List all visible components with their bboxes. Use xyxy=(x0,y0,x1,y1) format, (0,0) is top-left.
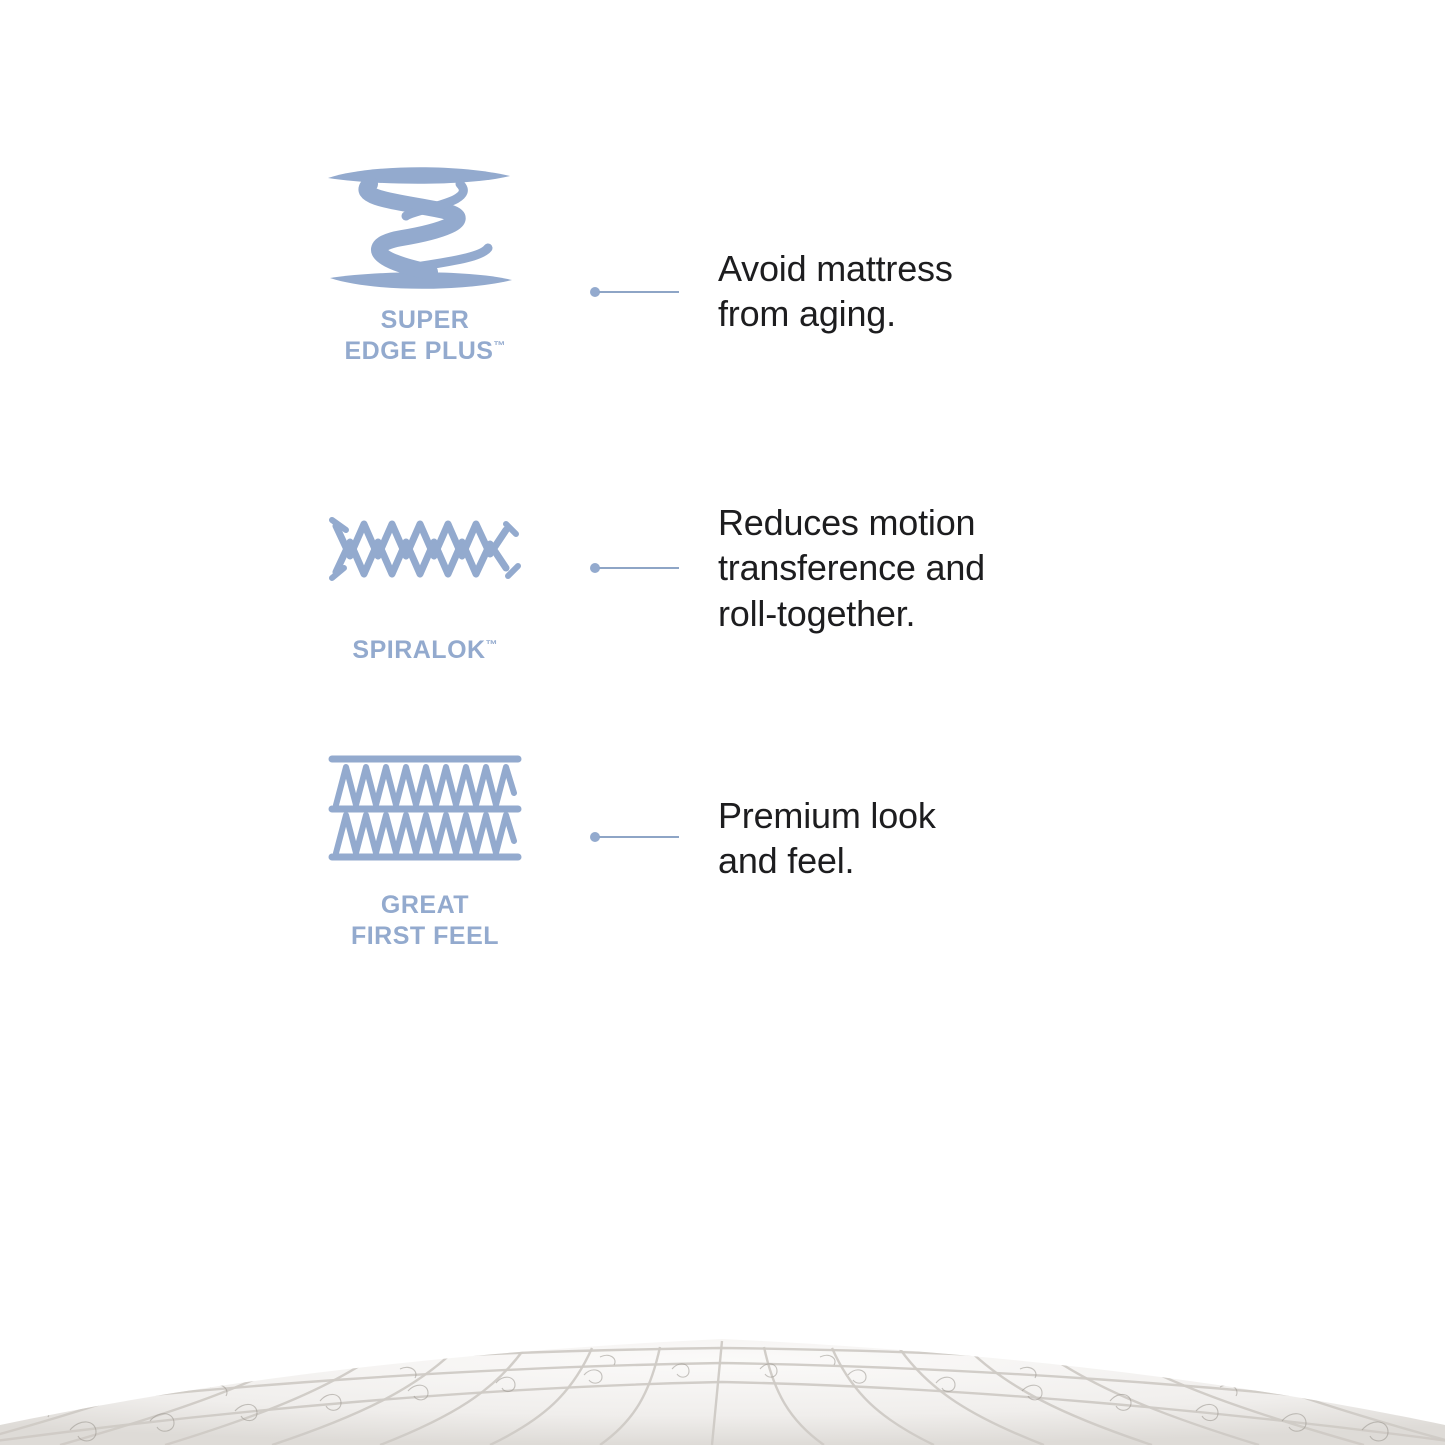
connector-line-3 xyxy=(590,827,690,847)
icon-label-spiralok xyxy=(310,635,540,666)
connector-stroke xyxy=(599,567,679,569)
icon-label-line1: GREAT xyxy=(380,891,470,919)
caption-line-1: Premium look xyxy=(718,795,936,836)
super-edge-plus-spring-icon xyxy=(310,160,540,295)
icon-label-great-first-feel xyxy=(310,890,540,953)
icon-block-spiralok xyxy=(310,490,540,666)
icon-label-line2: FIRST FEEL xyxy=(350,922,500,951)
icon-block-super-edge-plus xyxy=(310,160,540,368)
mattress-illustration xyxy=(0,1235,1445,1445)
trademark-symbol: ™ xyxy=(485,637,498,652)
connector-stroke xyxy=(599,836,679,838)
feature-row-great-first-feel xyxy=(0,735,1445,995)
caption-line-3: roll-together. xyxy=(718,592,916,634)
icon-label-super-edge-plus xyxy=(310,305,540,368)
caption-super-edge-plus xyxy=(718,246,1198,337)
quilted-mattress-top-photo xyxy=(0,1235,1445,1445)
connector-stroke xyxy=(599,291,679,293)
icon-label-line1: SUPER xyxy=(380,306,470,334)
feature-row-super-edge-plus xyxy=(0,160,1445,420)
caption-line-2: from aging. xyxy=(718,293,896,335)
icon-label-line1: SPIRALOK xyxy=(352,636,486,664)
trademark-symbol: ™ xyxy=(493,338,506,353)
caption-line-1: Avoid mattress xyxy=(718,248,953,289)
connector-line-1 xyxy=(590,282,690,302)
caption-great-first-feel xyxy=(718,793,1198,884)
spiralok-coil-icon xyxy=(310,490,540,625)
icon-label-line2: EDGE PLUS xyxy=(344,337,494,366)
caption-spiralok xyxy=(718,500,1198,636)
connector-line-2 xyxy=(590,558,690,578)
icon-block-great-first-feel xyxy=(310,745,540,953)
great-first-feel-coil-layer-icon xyxy=(310,745,540,880)
caption-line-2: transference and xyxy=(718,547,985,589)
caption-line-2: and feel. xyxy=(718,840,855,882)
feature-row-spiralok xyxy=(0,480,1445,740)
caption-line-1: Reduces motion xyxy=(718,502,976,543)
